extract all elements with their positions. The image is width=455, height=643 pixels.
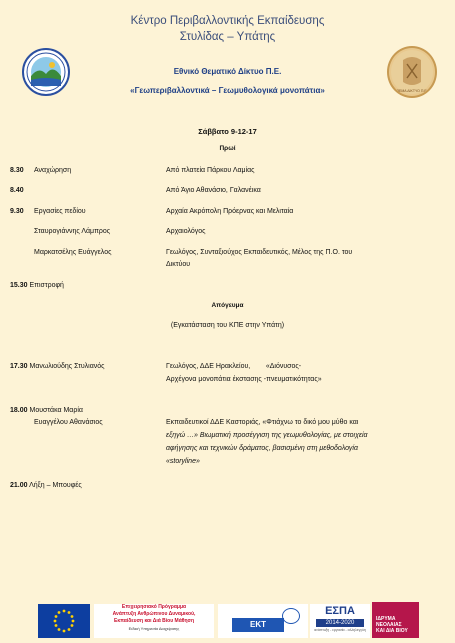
fieldwork-desc: Αρχαία Ακρόπολη Πρόερνας και Μελιταία — [166, 208, 294, 215]
event-date: Σάββατο 9-12-17 — [198, 127, 257, 136]
ekt-60-icon — [282, 608, 300, 624]
funding-banner — [38, 602, 419, 638]
talk2-speaker2: Ευαγγέλου Αθανάσιος — [34, 419, 103, 426]
talk2-desc-line4: «storyline» — [166, 458, 200, 465]
fieldwork-label: Εργασίες πεδίου — [34, 208, 86, 215]
speaker-markatselis: Μαρκατσέλης Ευάγγελος — [34, 249, 112, 256]
speaker-stavrogiannis-role: Αρχαιολόγος — [166, 228, 206, 235]
talk1-row — [10, 362, 105, 372]
talk1-desc-line2: Αρχέγονα μονοπάτια έκστασης -πνευματικότητας» — [166, 376, 322, 383]
morning-heading: Πρωί — [219, 145, 236, 152]
operational-program — [94, 604, 214, 638]
talk1-desc-line1: Γεωλόγος, ΔΔΕ Ηρακλείου, «Διόνυσος- — [166, 363, 302, 370]
speaker-markatselis-role-cont: Δικτύου — [166, 261, 191, 268]
foundation-line1: ΙΔΡΥΜΑ — [376, 616, 396, 622]
time-1800: 18.00 — [10, 407, 28, 414]
departure-desc: Από πλατεία Πάρκου Λαμίας — [166, 167, 255, 174]
ekt-label: ΕΚΤ — [232, 618, 284, 632]
center-location: Στυλίδας – Υπάτης — [179, 31, 276, 43]
network-theme: «Γεωπεριβαλλοντικά – Γεωμυθολογικά μονοπάτια» — [130, 86, 325, 95]
time-0930: 9.30 — [10, 208, 24, 215]
network-name: Εθνικό Θεματικό Δίκτυο Π.Ε. — [173, 67, 282, 76]
eu-flag-icon — [38, 604, 90, 638]
talk1-speaker: Μανωλιούδης Στυλιανός — [29, 363, 105, 370]
op-line2: Ανάπτυξη Ανθρώπινου Δυναμικού, — [112, 611, 196, 617]
speaker-markatselis-role: Γεωλόγος, Συνταξιούχος Εκπαιδευτικός, Μέλος της Π.Ο. του — [166, 249, 353, 256]
time-0840: 8.40 — [10, 187, 24, 194]
geomythology-logo-sub: ΘΕΜΑ ΔΙΚΤΥΟ Π.Ε. — [396, 89, 428, 93]
op-line3: Εκπαίδευση και Διά Βίου Μάθηση — [113, 618, 194, 624]
talk2-row — [10, 406, 83, 416]
talk2-speaker1: Μουστάκα Μαρία — [29, 407, 83, 414]
talk2-desc-line1: Εκπαιδευτικοί ΔΔΕ Καστοριάς, «Φτιάχνω το δικό μου μύθο και — [166, 419, 359, 426]
time-1730: 17.30 — [10, 363, 28, 370]
end-label: Λήξη – Μπουφές — [29, 482, 82, 489]
ekt-logo — [218, 604, 308, 638]
afternoon-note: (Εγκατάσταση του ΚΠΕ στην Υπάτη) — [170, 322, 285, 329]
afternoon-heading: Απόγευμα — [211, 302, 244, 309]
center-name: Κέντρο Περιβαλλοντικής Εκπαίδευσης — [130, 15, 325, 27]
second-pickup-desc: Από Άγιο Αθανάσιο, Γαλανέικα — [166, 187, 261, 194]
talk2-desc-line2: εξηγώ …» Βιωματική προσέγγιση της γεωμυθολογίας, με στοιχεία — [166, 432, 368, 439]
time-2100: 21.00 — [10, 482, 28, 489]
departure-label: Αναχώρηση — [34, 167, 72, 174]
talk2-desc-line3: αφήγησης και τεχνικών δράματος, βασισμένη στη μεθοδολογία — [166, 445, 358, 452]
espa-label: ΕΣΠΑ — [325, 605, 355, 617]
time-1530: 15.30 — [10, 282, 28, 289]
foundation-line3: ΚΑΙ ΔΙΑ ΒΙΟΥ — [376, 628, 408, 634]
espa-subtitle: ανάπτυξη - εργασία - αλληλεγγύη — [314, 628, 366, 632]
op-line1: Επιχειρησιακό Πρόγραμμα — [121, 604, 187, 610]
youth-foundation-logo — [372, 602, 419, 638]
foundation-line2: ΝΕΟΛΑΙΑΣ — [376, 622, 402, 628]
speaker-stavrogiannis: Σταυρογιάννης Λάμπρος — [34, 228, 111, 235]
time-0830: 8.30 — [10, 167, 24, 174]
return-row — [10, 281, 64, 291]
op-line4: Ειδική Υπηρεσία Διαχείρισης — [128, 626, 180, 631]
return-label: Επιστροφή — [29, 282, 64, 289]
espa-years: 2014-2020 — [316, 619, 364, 627]
end-row — [10, 481, 82, 491]
espa-logo — [310, 604, 370, 638]
